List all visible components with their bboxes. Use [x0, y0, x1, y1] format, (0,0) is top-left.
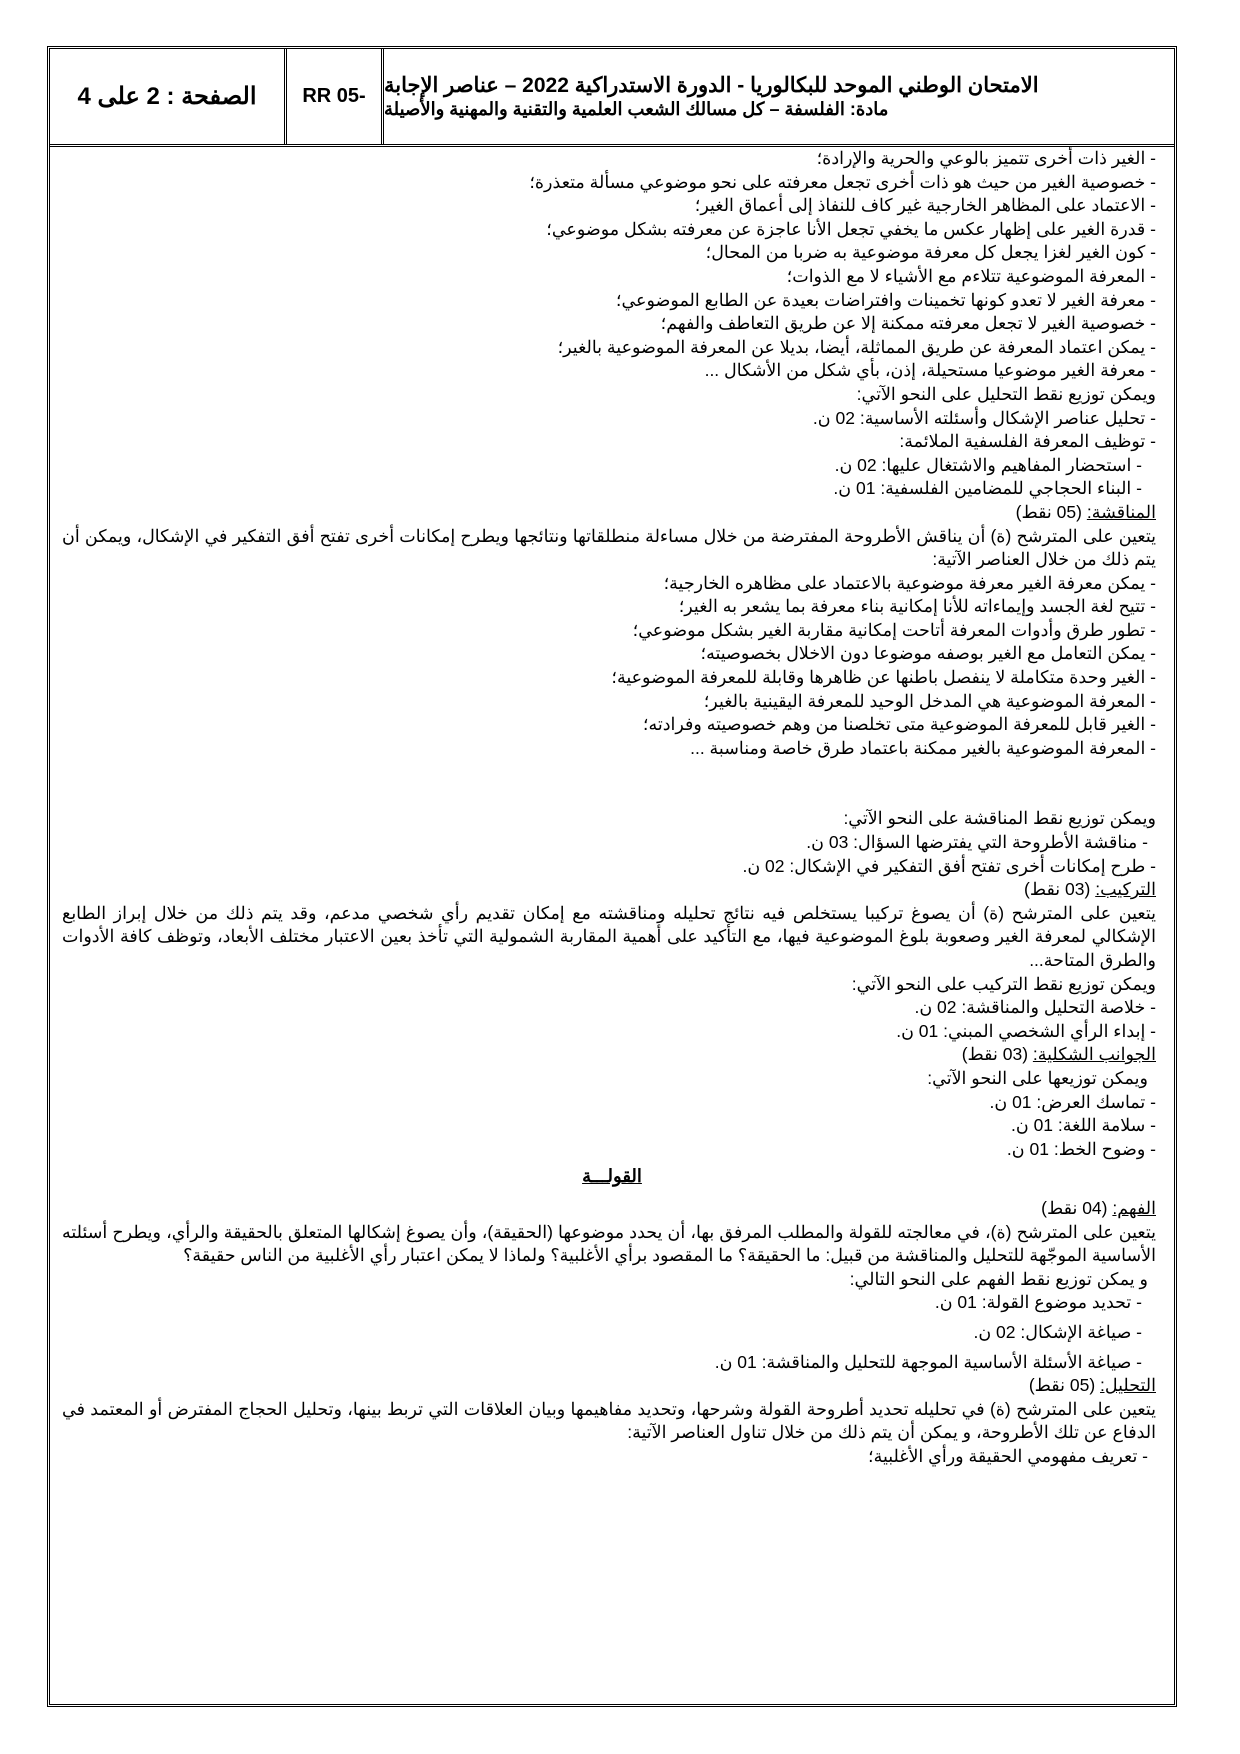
list-item: - سلامة اللغة: 01 ن. [1011, 1115, 1156, 1136]
synthesis-heading-line [62, 878, 1162, 902]
analysis-text: يتعين على المترشح (ة) في تحليله تحديد أطروحة القولة وشرحها، وتحديد مفاهيمها وبيان العلاقات التي تربط بينها، وتحليل الحجاج المفترض أو المعتمد في الدفاع عن تلك الأطروحة، و يمكن أن يتم ذلك من خلال تناول العناصر الآتية: [62, 1398, 1156, 1443]
list-item: - تماسك العرض: 01 ن. [989, 1091, 1156, 1112]
formal-heading: الجوانب الشكلية: [1032, 1044, 1156, 1065]
list-item: - كون الغير لغزا يجعل كل معرفة موضوعية به ضربا من المحال؛ [705, 242, 1156, 263]
distribution-intro: ويمكن توزيع نقط التحليل على النحو الآتي: [856, 383, 1156, 404]
list-item: - يمكن اعتماد المعرفة عن طريق المماثلة، أيضا، بديلا عن المعرفة الموضوعية بالغير؛ [557, 336, 1156, 357]
understanding-heading: الفهم: [1112, 1197, 1156, 1218]
distribution-item: - خلاصة التحليل والمناقشة: 02 ن. [914, 997, 1156, 1018]
distribution-item: - طرح إمكانات أخرى تفتح أفق التفكير في الإشكال: 02 ن. [742, 855, 1156, 876]
distribution-subitem: - استحضار المفاهيم والاشتغال عليها: 02 ن. [834, 454, 1142, 475]
distribution-intro: ويمكن توزيعها على النحو الآتي: [927, 1067, 1148, 1088]
understanding-text: يتعين على المترشح (ة)، في معالجته للقولة والمطلب المرفق بها، أن يحدد موضوعها (الحقيقة)، وأن يصوغ إشكالها المتعلق بالحقيقة والرأي، ويطرح أسئلته الأساسية الموجّهة للتحليل والمناقشة من قبيل: ما الحقيقة؟ ما المقصود برأي الأغلبية؟ ولماذا لا يمكن اعتبار رأي الأغلبية من الناس حقيقة؟ [62, 1221, 1156, 1266]
list-item: - يمكن التعامل مع الغير بوصفه موضوعا دون الاخلال بخصوصيته؛ [700, 643, 1156, 664]
understanding-heading-line [62, 1197, 1162, 1221]
synthesis-points: (03 نقط) [1024, 879, 1096, 900]
synthesis-text: يتعين على المترشح (ة) أن يصوغ تركيبا يستخلص فيه نتائج تحليله ومناقشته مع إمكان تقديم رأي شخصي مدعم، وقد يتم ذلك من خلال إبراز الطابع الإشكالي لمعرفة الغير وصعوبة بلوغ الموضوعية فيها، مع التأكيد على أهمية المقاربة الشمولية التي تأخذ بعين الاعتبار مختلف الأبعاد، وتوظف كافة الأدوات والطرق المتاحة... [62, 902, 1156, 970]
discussion-heading-line [62, 501, 1162, 525]
list-item: - المعرفة الموضوعية بالغير ممكنة باعتماد طرق خاصة ومناسبة ... [690, 737, 1156, 758]
analysis-heading: التحليل: [1100, 1375, 1156, 1396]
exam-title-block [384, 49, 1174, 144]
list-item: - تطور طرق وأدوات المعرفة أتاحت إمكانية مقاربة الغير بشكل موضوعي؛ [632, 619, 1156, 640]
list-item: - تتيح لغة الجسد وإيماءاته للأنا إمكانية بناء معرفة بما يشعر به الغير؛ [678, 596, 1156, 617]
distribution-item: - تحليل عناصر الإشكال وأسئلته الأساسية: 02 ن. [812, 407, 1156, 428]
list-item: - يمكن معرفة الغير معرفة موضوعية بالاعتماد على مظاهره الخارجية؛ [663, 572, 1156, 593]
list-item: - وضوح الخط: 01 ن. [1006, 1138, 1156, 1159]
distribution-item: - صياغة الأسئلة الأساسية الموجهة للتحليل والمناقشة: 01 ن. [714, 1351, 1142, 1372]
exam-subject: مادة: الفلسفة – كل مسالك الشعب العلمية والتقنية والمهنية والأصيلة [384, 99, 889, 119]
list-item: - تعريف مفهومي الحقيقة ورأي الأغلبية؛ [868, 1445, 1148, 1466]
exam-code: RR 05- [287, 49, 384, 144]
distribution-subitem: - البناء الحجاجي للمضامين الفلسفية: 01 ن. [833, 478, 1142, 499]
discussion-heading: المناقشة: [1086, 501, 1156, 522]
list-item: - خصوصية الغير لا تجعل معرفته ممكنة إلا عن طريق التعاطف والفهم؛ [660, 313, 1156, 334]
list-item: - قدرة الغير على إظهار عكس ما يخفي تجعل الأنا عاجزة عن معرفته بشكل موضوعي؛ [546, 218, 1156, 239]
formal-points: (03 نقط) [961, 1044, 1033, 1065]
list-item: - المعرفة الموضوعية هي المدخل الوحيد للمعرفة اليقينية بالغير؛ [703, 690, 1156, 711]
list-item: - معرفة الغير موضوعيا مستحيلة، إذن، بأي شكل من الأشكال ... [704, 360, 1156, 381]
document-body [62, 147, 1162, 1704]
list-item: - الاعتماد على المظاهر الخارجية غير كاف للنفاذ إلى أعماق الغير؛ [694, 195, 1156, 216]
analysis-points: (05 نقط) [1028, 1375, 1101, 1396]
exam-header [50, 49, 1174, 147]
distribution-intro: ويمكن توزيع نقط التركيب على النحو الآتي: [851, 973, 1156, 994]
formal-heading-line [62, 1043, 1162, 1067]
distribution-intro: ويمكن توزيع نقط المناقشة على النحو الآتي: [843, 808, 1156, 829]
page-number: الصفحة : 2 على 4 [50, 49, 287, 144]
list-item: - المعرفة الموضوعية تتلاءم مع الأشياء لا مع الذوات؛ [786, 265, 1156, 286]
synthesis-heading: التركيب: [1095, 879, 1156, 900]
list-item: - معرفة الغير لا تعدو كونها تخمينات وافتراضات بعيدة عن الطابع الموضوعي؛ [615, 289, 1156, 310]
understanding-points: (04 نقط) [1041, 1197, 1113, 1218]
distribution-intro: و يمكن توزيع نقط الفهم على النحو التالي: [849, 1268, 1148, 1289]
distribution-item: - مناقشة الأطروحة التي يفترضها السؤال: 03 ن. [806, 832, 1148, 853]
analysis-heading-line [62, 1374, 1162, 1398]
distribution-item: - توظيف المعرفة الفلسفية الملائمة: [899, 431, 1156, 452]
discussion-intro: يتعين على المترشح (ة) أن يناقش الأطروحة المفترضة من خلال مساءلة منطلقاتها ونتائجها ويطرح إمكانات أخرى تفتح أفق التفكير في الإشكال، ويمكن أن يتم ذلك من خلال العناصر الآتية: [62, 525, 1156, 570]
quote-section-title: القولـــة [582, 1166, 642, 1187]
list-item: - خصوصية الغير من حيث هو ذات أخرى تجعل معرفته على نحو موضوعي مسألة متعذرة؛ [529, 171, 1156, 192]
distribution-item: - إبداء الرأي الشخصي المبني: 01 ن. [896, 1020, 1156, 1041]
distribution-item: - صياغة الإشكال: 02 ن. [973, 1321, 1142, 1342]
exam-title: الامتحان الوطني الموحد للبكالوريا - الدورة الاستدراكية 2022 – عناصر الإجابة [384, 74, 1039, 97]
list-item: - الغير قابل للمعرفة الموضوعية متى تخلصنا من وهم خصوصيته وفرادته؛ [642, 714, 1156, 735]
list-item: - الغير وحدة متكاملة لا ينفصل باطنها عن ظاهرها وقابلة للمعرفة الموضوعية؛ [611, 667, 1156, 688]
discussion-points: (05 نقط) [1015, 501, 1087, 522]
page-frame [47, 46, 1177, 1707]
distribution-item: - تحديد موضوع القولة: 01 ن. [934, 1292, 1142, 1313]
list-item: - الغير ذات أخرى تتميز بالوعي والحرية والإرادة؛ [816, 148, 1156, 168]
